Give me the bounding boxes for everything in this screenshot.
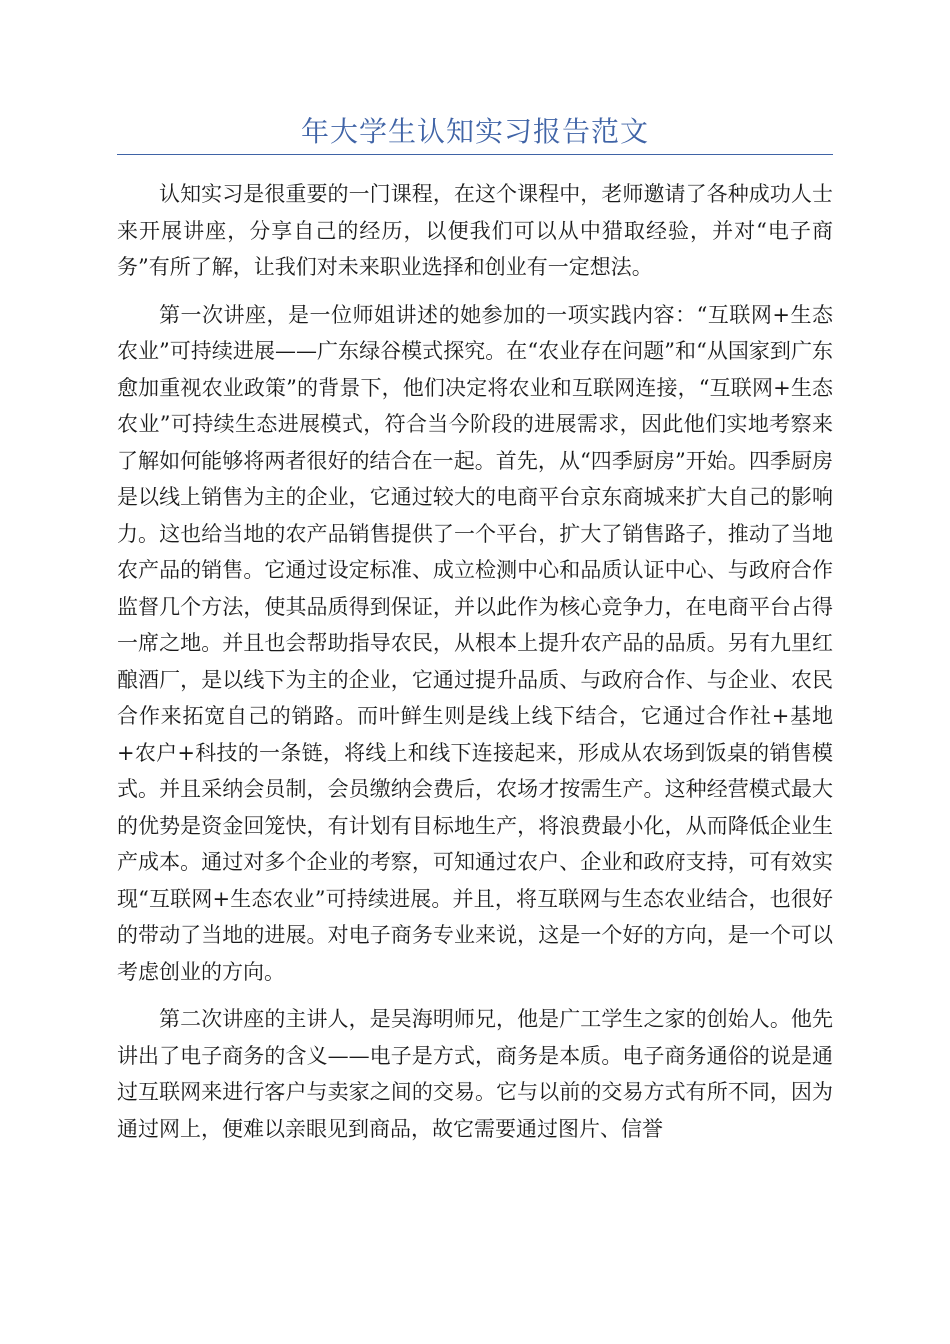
paragraph-intro: 认知实习是很重要的一门课程，在这个课程中，老师邀请了各种成功人士来开展讲座，分享自己的经历，以便我们可以从中猎取经验，并对“电子商务”有所了解，让我们对未来职业选择和创业有一定想法。 <box>117 182 833 279</box>
title-underline-divider <box>117 154 833 155</box>
document-title: 年大学生认知实习报告范文 <box>300 115 649 148</box>
paragraph-second-lecture: 第二次讲座的主讲人，是吴海明师兄，他是广工学生之家的创始人。他先讲出了电子商务的含义——电子是方式，商务是本质。电子商务通俗的说是通过互联网来进行客户与卖家之间的交易。它与以前的交易方式有所不同，因为通过网上，便难以亲眼见到商品，故它需要通过图片、信誉 <box>117 1007 833 1141</box>
paragraph-first-lecture: 第一次讲座，是一位师姐讲述的她参加的一项实践内容：“互联网+生态农业”可持续进展——广东绿谷模式探究。在“农业存在问题”和“从国家到广东愈加重视农业政策”的背景下，他们决定将农业和互联网连接，“互联网+生态农业”可持续生态进展模式，符合当今阶段的进展需求，因此他们实地考察来了解如何能够将两者很好的结合在一起。首先，从“四季厨房”开始。四季厨房是以线上销售为主的企业，它通过较大的电商平台京东商城来扩大自己的影响力。这也给当地的农产品销售提供了一个平台，扩大了销售路子，推动了当地农产品的销售。它通过设定标准、成立检测中心和品质认证中心、与政府合作监督几个方法，使其品质得到保证，并以此作为核心竞争力，在电商平台占得一席之地。并且也会帮助指导农民，从根本上提升农产品的品质。另有九里红酿酒厂，是以线下为主的企业，它通过提升品质、与政府合作、与企业、农民合作来拓宽自己的销路。而叶鲜生则是线上线下结合，它通过合作社+基地+农户+科技的一条链，将线上和线下连接起来，形成从农场到饭桌的销售模式。并且采纳会员制，会员缴纳会费后，农场才按需生产。这种经营模式最大的优势是资金回笼快，有计划有目标地生产，将浪费最小化，从而降低企业生产成本。通过对多个企业的考察，可知通过农户、企业和政府支持，可有效实现“互联网+生态农业”可持续进展。并且，将互联网与生态农业结合，也很好的带动了当地的进展。对电子商务专业来说，这是一个好的方向，是一个可以考虑创业的方向。 <box>117 302 833 984</box>
document-body <box>117 176 833 1158</box>
